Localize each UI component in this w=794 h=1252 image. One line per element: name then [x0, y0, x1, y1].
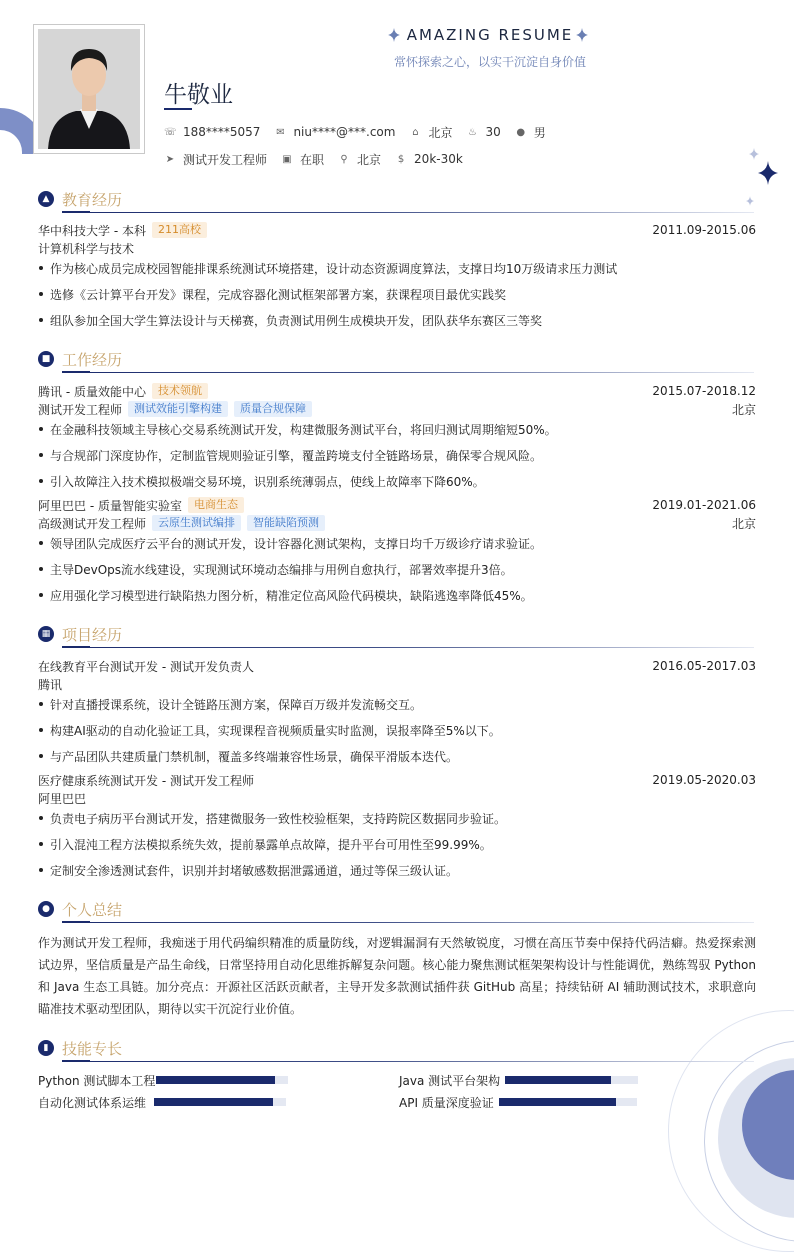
- project-company: 腾讯: [38, 678, 63, 692]
- work-date: 2019.01-2021.06: [652, 498, 756, 512]
- name-underline: [164, 108, 192, 110]
- skill-bar-fill: [499, 1098, 616, 1106]
- work-role-row-2: [38, 514, 756, 532]
- list-item: 与产品团队共建质量门禁机制，覆盖多终端兼容性场景，确保平滑版本迭代。: [38, 747, 756, 765]
- skill-bar: [499, 1098, 637, 1106]
- person-portrait-icon: [38, 29, 140, 149]
- list-item: 构建AI驱动的自动化验证工具，实现课程音视频质量实时监测，误报率降至5%以下。: [38, 721, 756, 739]
- list-item: 负责电子病历平台测试开发，搭建微服务一致性校验框架，支持跨院区数据同步验证。: [38, 809, 756, 827]
- list-item: 引入故障注入技术模拟极端交易环境，识别系统薄弱点，使线上故障率下降60%。: [38, 472, 756, 490]
- work-role: 高级测试开发工程师: [38, 516, 147, 531]
- skill-item: [38, 1093, 286, 1111]
- project-name: 医疗健康系统测试开发 - 测试开发工程师: [38, 773, 254, 788]
- salary-text: 20k-30k: [414, 152, 463, 166]
- info-status: [281, 151, 324, 168]
- work-company: 阿里巴巴 - 质量智能实验室: [38, 498, 182, 513]
- photo-frame: [38, 29, 140, 149]
- status-text: 在职: [300, 152, 325, 167]
- list-item: 领导团队完成医疗云平台的测试开发，设计容器化测试架构，支撑日均千万级诊疗请求验证。: [38, 534, 756, 552]
- section-divider: [62, 212, 754, 213]
- info-home: [409, 124, 452, 141]
- info-location: [338, 151, 381, 168]
- skill-item: [399, 1093, 637, 1111]
- section-summary-title: 个人总结: [62, 900, 123, 919]
- skill-bar: [154, 1098, 286, 1106]
- section-work-header: [38, 348, 122, 370]
- section-education-title: 教育经历: [62, 190, 123, 209]
- summary-text: 作为测试开发工程师，我痴迷于用代码编织精准的质量防线，对逻辑漏洞有天然敏锐度，习惯在高压节奏中保持代码洁癖。热爱探索测试边界，坚信质量是产品生命线，日常坚持用自动化思维拆解复杂问题。核心能力聚焦测试框架架构设计与性能调优，熟练驾驭 Python 和 Java 生态工具链。加分亮点：开源社区活跃贡献者，主导开发多款测试插件获 GitHub 高星；持续钻研 AI 辅助测试技术，求职意向瞄准技术驱动型团队，期待以实干沉淀行业价值。: [38, 936, 756, 1016]
- skill-bar-fill: [154, 1098, 273, 1106]
- work-tag: 电商生态: [188, 497, 244, 513]
- list-item: 与合规部门深度协作，定制监管规则验证引擎，覆盖跨境支付全链路场景，确保零合规风险。: [38, 446, 756, 464]
- school-name: 华中科技大学 - 本科: [38, 223, 146, 238]
- email-text: niu****@***.com: [293, 125, 396, 139]
- location-text: 北京: [357, 152, 382, 167]
- project-date: 2019.05-2020.03: [652, 773, 756, 787]
- phone-icon: ☏: [164, 126, 177, 138]
- role-tag: 测试效能引擎构建: [128, 401, 228, 417]
- education-date: 2011.09-2015.06: [652, 223, 756, 237]
- send-icon: ➤: [165, 153, 175, 165]
- work-row-1: [38, 382, 756, 400]
- work-tag: 技术领航: [152, 383, 208, 399]
- info-row-contact: [164, 124, 560, 140]
- section-work-title: 工作经历: [62, 350, 123, 369]
- list-item: 组队参加全国大学生算法设计与天梯赛，负责测试用例生成模块开发，团队获华东赛区三等奖: [38, 311, 756, 329]
- work-role: 测试开发工程师: [38, 402, 123, 417]
- skill-name: API 质量深度验证: [399, 1095, 494, 1110]
- section-divider-accent: [62, 921, 90, 923]
- bar-chart-icon: ▮: [38, 1040, 54, 1056]
- skill-bar-fill: [505, 1076, 611, 1084]
- work-role-row-1: [38, 400, 756, 418]
- location-icon: ⚲: [340, 153, 348, 165]
- skill-bar: [505, 1076, 638, 1084]
- project-row-1: [38, 657, 756, 675]
- list-item: 定制安全渗透测试套件，识别并封堵敏感数据泄露通道，通过等保三级认证。: [38, 861, 756, 879]
- list-item: 主导DevOps流水线建设，实现测试环境动态编排与用例自愈执行，部署效率提升3倍。: [38, 560, 756, 578]
- cake-icon: ♨: [467, 126, 477, 138]
- money-icon: $: [397, 153, 405, 165]
- list-item: 在金融科技领域主导核心交易系统测试开发，构建微服务测试平台，将回归测试周期缩短50%。: [38, 420, 756, 438]
- project-row-2: [38, 771, 756, 789]
- position-text: 测试开发工程师: [183, 152, 268, 167]
- work-city: 北京: [731, 402, 756, 417]
- list-item: 引入混沌工程方法模拟系统失效，提前暴露单点故障，提升平台可用性至99.99%。: [38, 835, 756, 853]
- info-gender: [515, 124, 546, 141]
- skill-name: Python 测试脚本工程: [38, 1073, 156, 1088]
- role-tag: 智能缺陷预测: [247, 515, 325, 531]
- section-divider: [62, 372, 754, 373]
- grid-icon: ▦: [38, 626, 54, 642]
- section-divider-accent: [62, 646, 90, 648]
- skill-item: [399, 1071, 638, 1089]
- candidate-name: 牛敬业: [164, 82, 233, 108]
- project-date: 2016.05-2017.03: [652, 659, 756, 673]
- sparkle-large-icon: [758, 161, 778, 185]
- section-education-header: [38, 188, 122, 210]
- skill-item: [38, 1071, 288, 1089]
- phone-text: 188****5057: [183, 125, 261, 139]
- list-item: 应用强化学习模型进行缺陷热力图分析，精准定位高风险代码模块，缺陷逃逸率降低45%。: [38, 586, 756, 604]
- section-divider-accent: [62, 1060, 90, 1062]
- age-text: 30: [485, 125, 501, 139]
- work-city: 北京: [731, 516, 756, 531]
- info-phone: [164, 125, 260, 139]
- graduation-cap-icon: ▲: [38, 191, 54, 207]
- skill-name: Java 测试平台架构: [399, 1073, 501, 1088]
- section-divider: [62, 647, 754, 648]
- skill-bar-fill: [156, 1076, 275, 1084]
- project-name: 在线教育平台测试开发 - 测试开发负责人: [38, 659, 254, 674]
- info-email: [274, 125, 395, 139]
- home-icon: ⌂: [412, 126, 419, 138]
- info-position: [164, 151, 267, 168]
- education-row: [38, 221, 756, 239]
- gender-text: 男: [533, 125, 546, 140]
- role-tag: 质量合规保障: [234, 401, 312, 417]
- info-age: [466, 125, 500, 139]
- section-skills-header: [38, 1037, 122, 1059]
- section-skills-title: 技能专长: [62, 1039, 123, 1058]
- info-row-job: [164, 151, 477, 167]
- skill-bar: [156, 1076, 288, 1084]
- section-divider-accent: [62, 211, 90, 213]
- section-divider: [62, 922, 754, 923]
- resume-title: AMAZING RESUME: [406, 26, 574, 44]
- work-row-2: [38, 496, 756, 514]
- sparkle-tiny-icon: [746, 196, 754, 206]
- home-text: 北京: [428, 125, 453, 140]
- skill-name: 自动化测试体系运维: [38, 1095, 147, 1110]
- section-summary-header: [38, 898, 122, 920]
- profile-photo: [33, 24, 145, 154]
- work-company: 腾讯 - 质量效能中心: [38, 384, 146, 399]
- user-icon: ●: [38, 901, 54, 917]
- education-major: 计算机科学与技术: [38, 242, 135, 256]
- role-tag: 云原生测试编排: [152, 515, 241, 531]
- list-item: 针对直播授课系统，设计全链路压测方案，保障百万级并发流畅交互。: [38, 695, 756, 713]
- section-divider-accent: [62, 371, 90, 373]
- list-item: 作为核心成员完成校园智能排课系统测试环境搭建，设计动态资源调度算法，支撑日均10万级请求压力测试: [38, 259, 756, 277]
- briefcase-icon: ▣: [282, 153, 292, 165]
- briefcase-section-icon: ■: [38, 351, 54, 367]
- gender-icon: ●: [516, 126, 526, 138]
- work-date: 2015.07-2018.12: [652, 384, 756, 398]
- school-tag: 211高校: [152, 222, 207, 238]
- sparkle-small-icon: [749, 148, 759, 160]
- resume-subtitle: 常怀探索之心，以实干沉淀自身价值: [393, 55, 586, 69]
- list-item: 选修《云计算平台开发》课程，完成容器化测试框架部署方案，获课程项目最优实践奖: [38, 285, 756, 303]
- section-project-header: [38, 623, 122, 645]
- section-project-title: 项目经历: [62, 625, 123, 644]
- project-company: 阿里巴巴: [38, 792, 87, 806]
- section-divider: [62, 1061, 754, 1062]
- info-salary: [395, 152, 463, 166]
- mail-icon: ✉: [276, 126, 285, 138]
